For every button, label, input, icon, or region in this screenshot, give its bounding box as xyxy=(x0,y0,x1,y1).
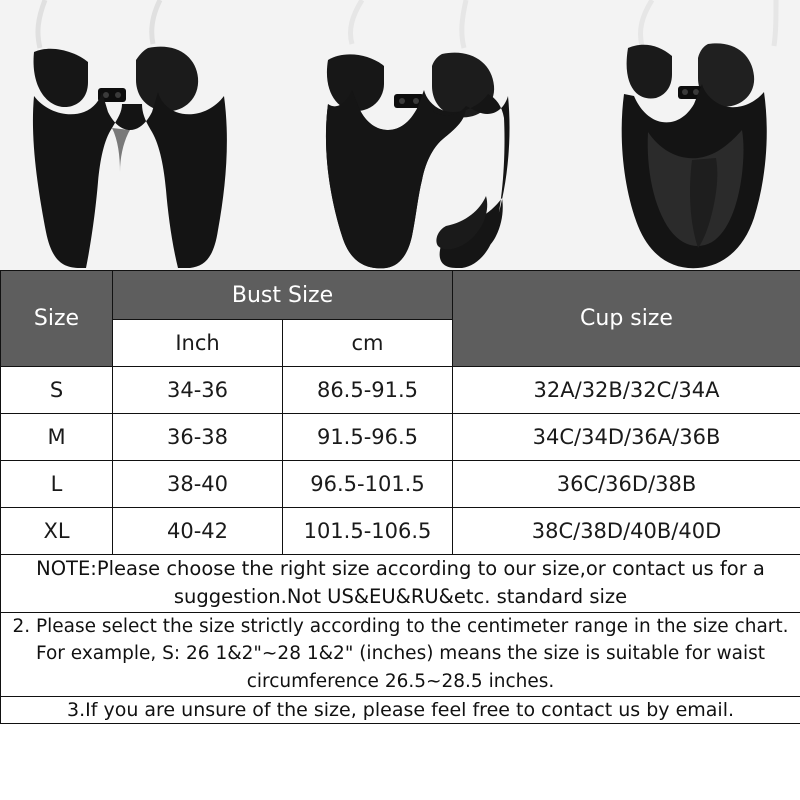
cell-cup: 32A/32B/32C/34A xyxy=(453,367,800,414)
bodysuit-angled-icon xyxy=(266,0,532,270)
note-row-1 xyxy=(1,555,800,613)
cell-cup: 34C/34D/36A/36B xyxy=(453,414,800,461)
cell-size: M xyxy=(1,414,113,461)
note-row-2 xyxy=(1,612,800,696)
header-cup-size: Cup size xyxy=(453,271,800,367)
subheader-inch: Inch xyxy=(113,320,283,367)
cell-size: L xyxy=(1,461,113,508)
cell-cm: 96.5-101.5 xyxy=(283,461,453,508)
cell-cm: 91.5-96.5 xyxy=(283,414,453,461)
product-image-strip xyxy=(0,0,800,270)
table-row xyxy=(1,367,800,414)
note-text-1: NOTE:Please choose the right size according to our size,or contact us for a suggestion.Not US&EU&RU&etc. standard size xyxy=(1,555,800,613)
cell-inch: 38-40 xyxy=(113,461,283,508)
product-image-angled xyxy=(266,0,532,270)
cell-size: S xyxy=(1,367,113,414)
cell-size: XL xyxy=(1,508,113,555)
bodysuit-back-icon xyxy=(532,0,798,270)
cell-inch: 34-36 xyxy=(113,367,283,414)
header-bust-size: Bust Size xyxy=(113,271,453,320)
note-row-3 xyxy=(1,696,800,724)
cell-cup: 38C/38D/40B/40D xyxy=(453,508,800,555)
size-chart-table xyxy=(0,270,800,724)
cell-cm: 86.5-91.5 xyxy=(283,367,453,414)
note-text-3: 3.If you are unsure of the size, please feel free to contact us by email. xyxy=(1,696,800,724)
cell-cm: 101.5-106.5 xyxy=(283,508,453,555)
product-image-front xyxy=(0,0,266,270)
table-row xyxy=(1,461,800,508)
cell-inch: 40-42 xyxy=(113,508,283,555)
product-image-back xyxy=(532,0,798,270)
cell-inch: 36-38 xyxy=(113,414,283,461)
bodysuit-front-icon xyxy=(0,0,266,270)
table-row xyxy=(1,414,800,461)
note-text-2: 2. Please select the size strictly according to the centimeter range in the size chart. For example, S: 26 1&2"~28 1&2" (inches) means the size is suitable for waist circumference 26.5~28.5 inches. xyxy=(1,612,800,696)
cell-cup: 36C/36D/38B xyxy=(453,461,800,508)
subheader-cm: cm xyxy=(283,320,453,367)
header-size: Size xyxy=(1,271,113,367)
table-header-row xyxy=(1,271,800,320)
table-row xyxy=(1,508,800,555)
